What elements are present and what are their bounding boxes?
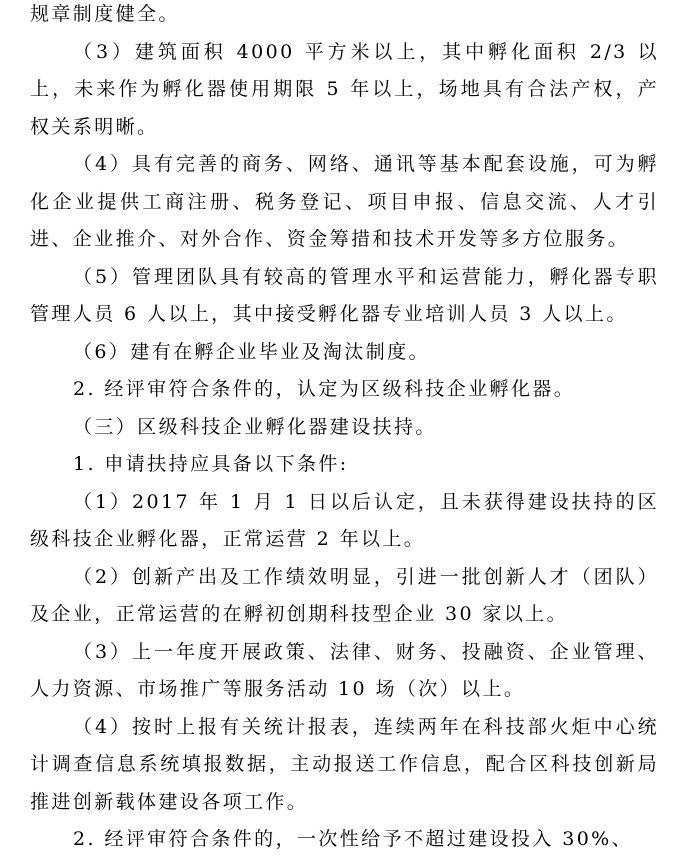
paragraph-12: （4）按时上报有关统计报表，连续两年在科技部火炬中心统计调查信息系统填报数据，主动报送工作信息，配合区科技创新局推进创新载体建设各项工作。	[30, 715, 659, 813]
paragraph-11: （3）上一年度开展政策、法律、财务、投融资、企业管理、人力资源、市场推广等服务活动 10 场（次）以上。	[30, 640, 659, 700]
paragraph-3: （4）具有完善的商务、网络、通讯等基本配套设施，可为孵化企业提供工商注册、税务登记、项目申报、信息交流、人才引进、企业推介、对外合作、资金筹措和技术开发等多方位服务。	[30, 153, 659, 250]
paragraph-9: （1）2017 年 1 月 1 日以后认定，且未获得建设扶持的区级科技企业孵化器，正常运营 2 年以上。	[30, 490, 659, 550]
paragraph-2: （3）建筑面积 4000 平方米以上，其中孵化面积 2/3 以上，未来作为孵化器使用期限 5 年以上，场地具有合法产权，产权关系明晰。	[30, 40, 659, 138]
paragraph-8: 1. 申请扶持应具备以下条件:	[73, 453, 349, 475]
paragraph-10: （2）创新产出及工作绩效明显，引进一批创新人才（团队）及企业，正常运营的在孵初创期科技型企业 30 家以上。	[30, 565, 659, 625]
paragraph-4: （5）管理团队具有较高的管理水平和运营能力，孵化器专职管理人员 6 人以上，其中接受孵化器专业培训人员 3 人以上。	[30, 265, 659, 325]
paragraph-5: （6）建有在孵企业毕业及淘汰制度。	[73, 340, 430, 363]
paragraph-7: （三）区级科技企业孵化器建设扶持。	[73, 415, 437, 438]
paragraph-13: 2. 经评审符合条件的，一次性给予不超过建设投入 30%、	[73, 828, 634, 850]
paragraph-6: 2. 经评审符合条件的，认定为区级科技企业孵化器。	[73, 378, 576, 400]
paragraph-1: 规章制度健全。	[30, 3, 180, 25]
